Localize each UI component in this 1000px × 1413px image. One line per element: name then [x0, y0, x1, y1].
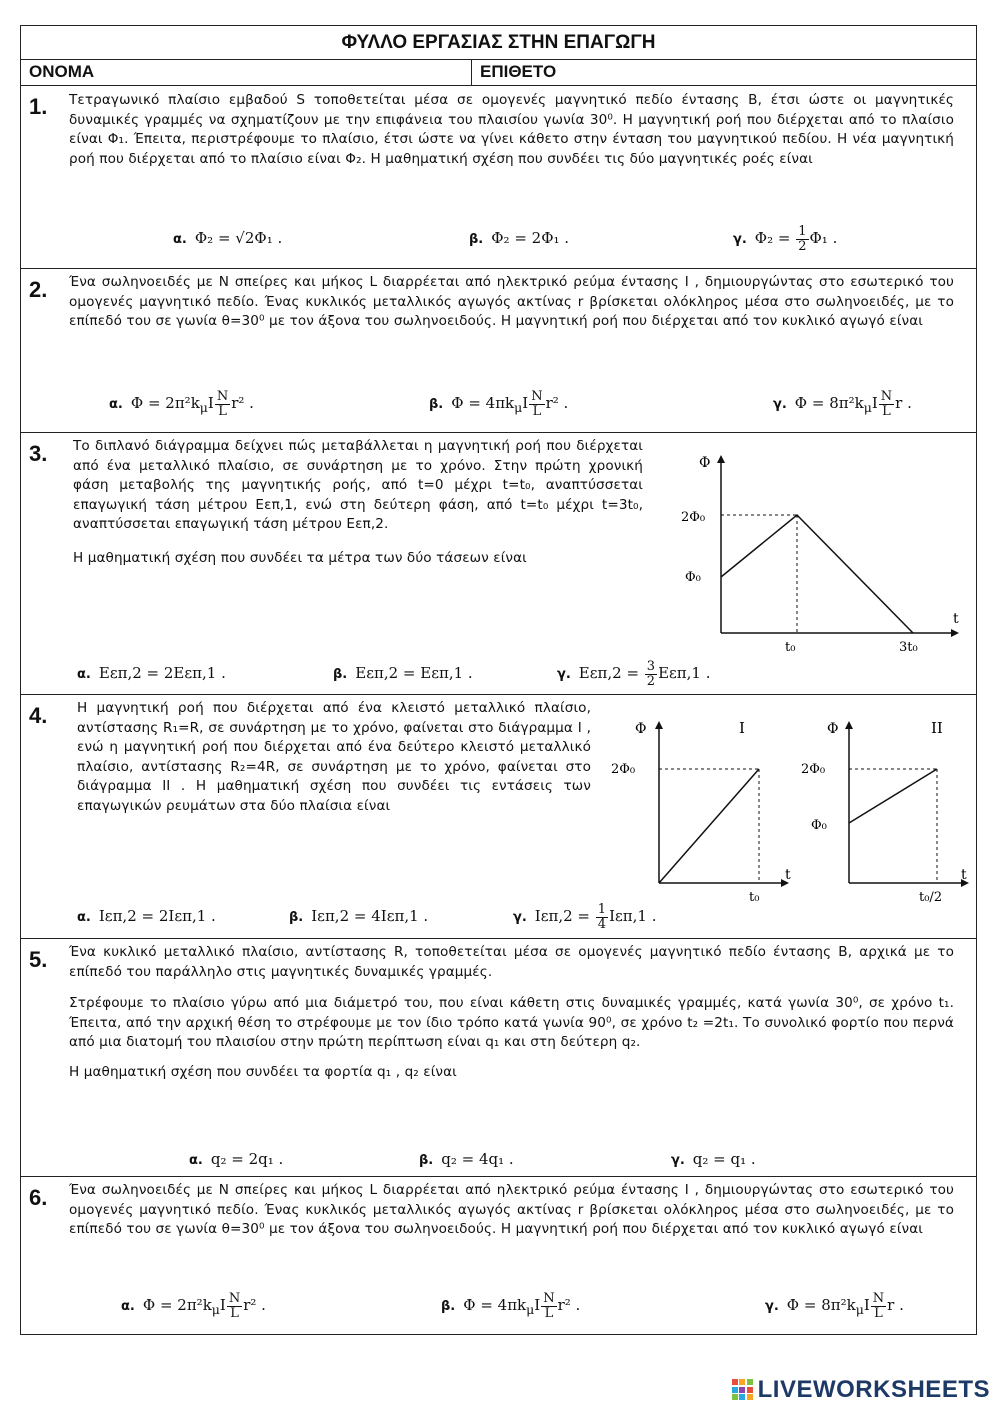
question-4	[21, 695, 976, 939]
answer-options	[21, 657, 976, 689]
option-b[interactable]: β. Eεπ,2 = Eεπ,1 .	[333, 664, 473, 682]
x-axis-label: t	[785, 867, 791, 883]
worksheet-title: ΦΥΛΛΟ ΕΡΓΑΣΙΑΣ ΣΤΗΝ ΕΠΑΓΩΓΗ	[21, 26, 976, 60]
answer-options	[21, 1143, 976, 1175]
question-number: 5.	[29, 947, 48, 972]
flux-graph-II	[801, 711, 971, 905]
option-b[interactable]: β. q₂ = 4q₁ .	[419, 1150, 514, 1168]
answer-options	[21, 900, 976, 932]
y-tick-label: 2Φ₀	[611, 762, 636, 777]
option-b[interactable]: β. Φ₂ = 2Φ₁ .	[469, 229, 570, 247]
y-axis-label: Φ	[699, 455, 711, 471]
option-a[interactable]: α. Φ₂ = √2Φ₁ .	[173, 229, 283, 247]
y-axis-arrow	[717, 455, 725, 463]
x-axis-arrow	[951, 629, 959, 637]
answer-options	[21, 222, 976, 254]
y-tick-label: Φ₀	[685, 570, 701, 585]
flux-graph-I	[609, 711, 799, 905]
option-a[interactable]: α. $\Phi = 2\pi^2k_\mu I$ $\frac{N}{L}$ r² .	[109, 388, 254, 419]
question-number: 3.	[29, 441, 48, 466]
x-tick-label: t₀	[785, 640, 796, 655]
question-5	[21, 939, 976, 1177]
option-c[interactable]: γ. Iεπ,2 = $\frac{1}{4}$ Iεπ,1 .	[513, 901, 657, 932]
graph-name: II	[931, 719, 943, 737]
answer-options	[21, 1289, 976, 1321]
question-paragraph: Η μαθηματική σχέση που συνδέει τα μέτρα των δύο τάσεων είναι	[73, 549, 527, 566]
y-axis-arrow	[845, 721, 853, 729]
question-2	[21, 269, 976, 433]
x-axis-label: t	[961, 867, 967, 883]
question-paragraph: Ένα κυκλικό μεταλλικό πλαίσιο, αντίστασης R, τοποθετείται μέσα σε ομογενές μαγνητικό πεδίο έντασης B, αρχικά με το επίπεδό του παράλληλο στις μαγνητικές δυναμικές γραμμές.	[69, 944, 954, 980]
graph-name: I	[739, 719, 745, 737]
y-tick-label: Φ₀	[811, 818, 827, 833]
question-number: 1.	[29, 94, 48, 119]
flux-line	[849, 769, 937, 823]
question-1	[21, 86, 976, 269]
y-tick-label: 2Φ₀	[681, 510, 706, 525]
option-a[interactable]: α. Eεπ,2 = 2Eεπ,1 .	[77, 664, 226, 682]
option-c[interactable]: γ. $\Phi = 8\pi^2k_\mu I$ $\frac{N}{L}$ r .	[773, 388, 912, 419]
question-text	[69, 943, 954, 1089]
y-tick-label: 2Φ₀	[801, 762, 826, 777]
question-number: 4.	[29, 703, 48, 728]
name-field[interactable]: ΟΝΟΜΑ	[21, 59, 472, 85]
flux-curve	[721, 515, 913, 633]
question-paragraph: Το διπλανό διάγραμμα δείχνει πώς μεταβάλλεται η μαγνητική ροή που διέρχεται από ένα μεταλλικό πλαίσιο, σε συνάρτηση με το χρόνο. Στην πρώτη χρονική φάση μεταβολής της μαγνητικής ροής, από t=0 μέχρι t=t₀, αναπτύσσεται επαγωγική τάση μέτρου Eεπ,1, ενώ στη δεύτερη φάση, από t=t₀ μέχρι t=3t₀, αναπτύσσεται επαγωγική τάση μέτρου Eεπ,2.	[73, 438, 643, 533]
liveworksheets-logo-icon	[732, 1379, 754, 1401]
x-tick-label: t₀	[749, 890, 760, 905]
option-b[interactable]: β. $\Phi = 4\pi k_\mu I$ $\frac{N}{L}$ r² .	[429, 388, 569, 419]
question-paragraph: Η μαθηματική σχέση που συνδέει τα φορτία q₁ , q₂ είναι	[69, 1063, 457, 1080]
flux-line	[659, 769, 759, 883]
liveworksheets-watermark[interactable]	[732, 1377, 990, 1403]
y-axis-label: Φ	[827, 721, 839, 737]
x-tick-label: t₀/2	[919, 890, 943, 905]
y-axis-label: Φ	[635, 721, 647, 737]
option-c[interactable]: γ. q₂ = q₁ .	[671, 1150, 756, 1168]
question-text	[73, 437, 643, 575]
question-text: Τετραγωνικό πλαίσιο εμβαδού S τοποθετείται μέσα σε ομογενές μαγνητικό πεδίο έντασης B, έτσι ώστε οι μαγνητικές δυναμικές γραμμές να σχηματίζουν με την επιφάνεια του πλαισίου γωνία 30⁰. Η μαγνητική ροή που διέρχεται από το πλαίσιο είναι Φ₁. Έπειτα, περιστρέφουμε το πλαίσιο, έτσι ώστε να γίνει κάθετο στην ένταση του μαγνητικού πεδίου. Η νέα μαγνητική ροή που διέρχεται από το πλαίσιο είναι Φ₂. Η μαθηματική σχέση που συνδέει τις δύο μαγνητικές ροές είναι	[69, 92, 954, 167]
worksheet	[20, 25, 977, 1335]
option-b[interactable]: β. $\Phi = 4\pi k_\mu I$ $\frac{N}{L}$ r² .	[441, 1290, 581, 1321]
option-a[interactable]: α. Iεπ,2 = 2Iεπ,1 .	[77, 907, 216, 925]
option-c[interactable]: γ. Φ₂ = $\frac{1}{2}$ Φ₁ .	[733, 223, 838, 254]
question-3	[21, 433, 976, 695]
question-text: Ένα σωληνοειδές με N σπείρες και μήκος L διαρρέεται από ηλεκτρικό ρεύμα έντασης I , δημιουργώντας στο εσωτερικό του ομογενές μαγνητικό πεδίο. Ένας κυκλικός μεταλλικός αγωγός ακτίνας r βρίσκεται ολόκληρος μέσα στο σωληνοειδές, με το επίπεδό του σε γωνία θ=30⁰ με τον άξονα του σωληνοειδούς. Η μαγνητική ροή που διέρχεται από τον κυκλικό αγωγό είναι	[69, 274, 954, 330]
option-c[interactable]: γ. $\Phi = 8\pi^2k_\mu I$ $\frac{N}{L}$ r .	[765, 1290, 904, 1321]
question-text: Ένα σωληνοειδές με N σπείρες και μήκος L διαρρέεται από ηλεκτρικό ρεύμα έντασης I , δημιουργώντας στο εσωτερικό του ομογενές μαγνητικό πεδίο. Ένας κυκλικός μεταλλικός αγωγός ακτίνας r βρίσκεται ολόκληρος μέσα στο σωληνοειδές, με το επίπεδό του σε γωνία θ=30⁰ με τον άξονα του σωληνοειδούς. Η μαγνητική ροή που διέρχεται από τον κυκλικό αγωγό είναι	[69, 1182, 954, 1238]
name-row	[21, 59, 976, 86]
y-axis-arrow	[655, 721, 663, 729]
option-c[interactable]: γ. Eεπ,2 = $\frac{3}{2}$ Eεπ,1 .	[557, 658, 711, 689]
question-number: 2.	[29, 277, 48, 302]
option-a[interactable]: α. q₂ = 2q₁ .	[189, 1150, 284, 1168]
question-6	[21, 1177, 976, 1334]
watermark-text: LIVEWORKSHEETS	[757, 1376, 990, 1403]
surname-field[interactable]: ΕΠΙΘΕΤΟ	[480, 62, 557, 81]
flux-graph-3	[681, 445, 961, 655]
question-text: Η μαγνητική ροή που διέρχεται από ένα κλειστό μεταλλικό πλαίσιο, αντίστασης R₁=R, σε συνάρτηση με το χρόνο, φαίνεται στο διάγραμμα I , ενώ η μαγνητική ροή που διέρχεται από ένα δεύτερο κλειστό μεταλλικό πλαίσιο, αντίστασης R₂=4R, σε συνάρτηση με το χρόνο, φαίνεται στο διάγραμμα II . Η μαθηματική σχέση που συνδέει τις εντάσεις των επαγωγικών ρευμάτων στα δύο πλαίσια είναι	[77, 700, 591, 814]
option-a[interactable]: α. $\Phi = 2\pi^2k_\mu I$ $\frac{N}{L}$ r² .	[121, 1290, 266, 1321]
x-tick-label: 3t₀	[899, 640, 918, 655]
question-paragraph: Στρέφουμε το πλαίσιο γύρω από μια διάμετρό του, που είναι κάθετη στις δυναμικές γραμμές, κατά γωνία 30⁰, σε χρόνο t₁. Έπειτα, από την αρχική θέση το στρέφουμε με τον ίδιο τρόπο κατά γωνία 90⁰, σε χρόνο t₂ =2t₁. Το συνολικό φορτίο που περνά από μια διατομή του πλαισίου στην πρώτη περίπτωση είναι q₁ και στη δεύτερη q₂.	[69, 995, 954, 1051]
question-number: 6.	[29, 1185, 48, 1210]
answer-options	[21, 387, 976, 419]
option-b[interactable]: β. Iεπ,2 = 4Iεπ,1 .	[289, 907, 429, 925]
x-axis-label: t	[953, 611, 959, 627]
